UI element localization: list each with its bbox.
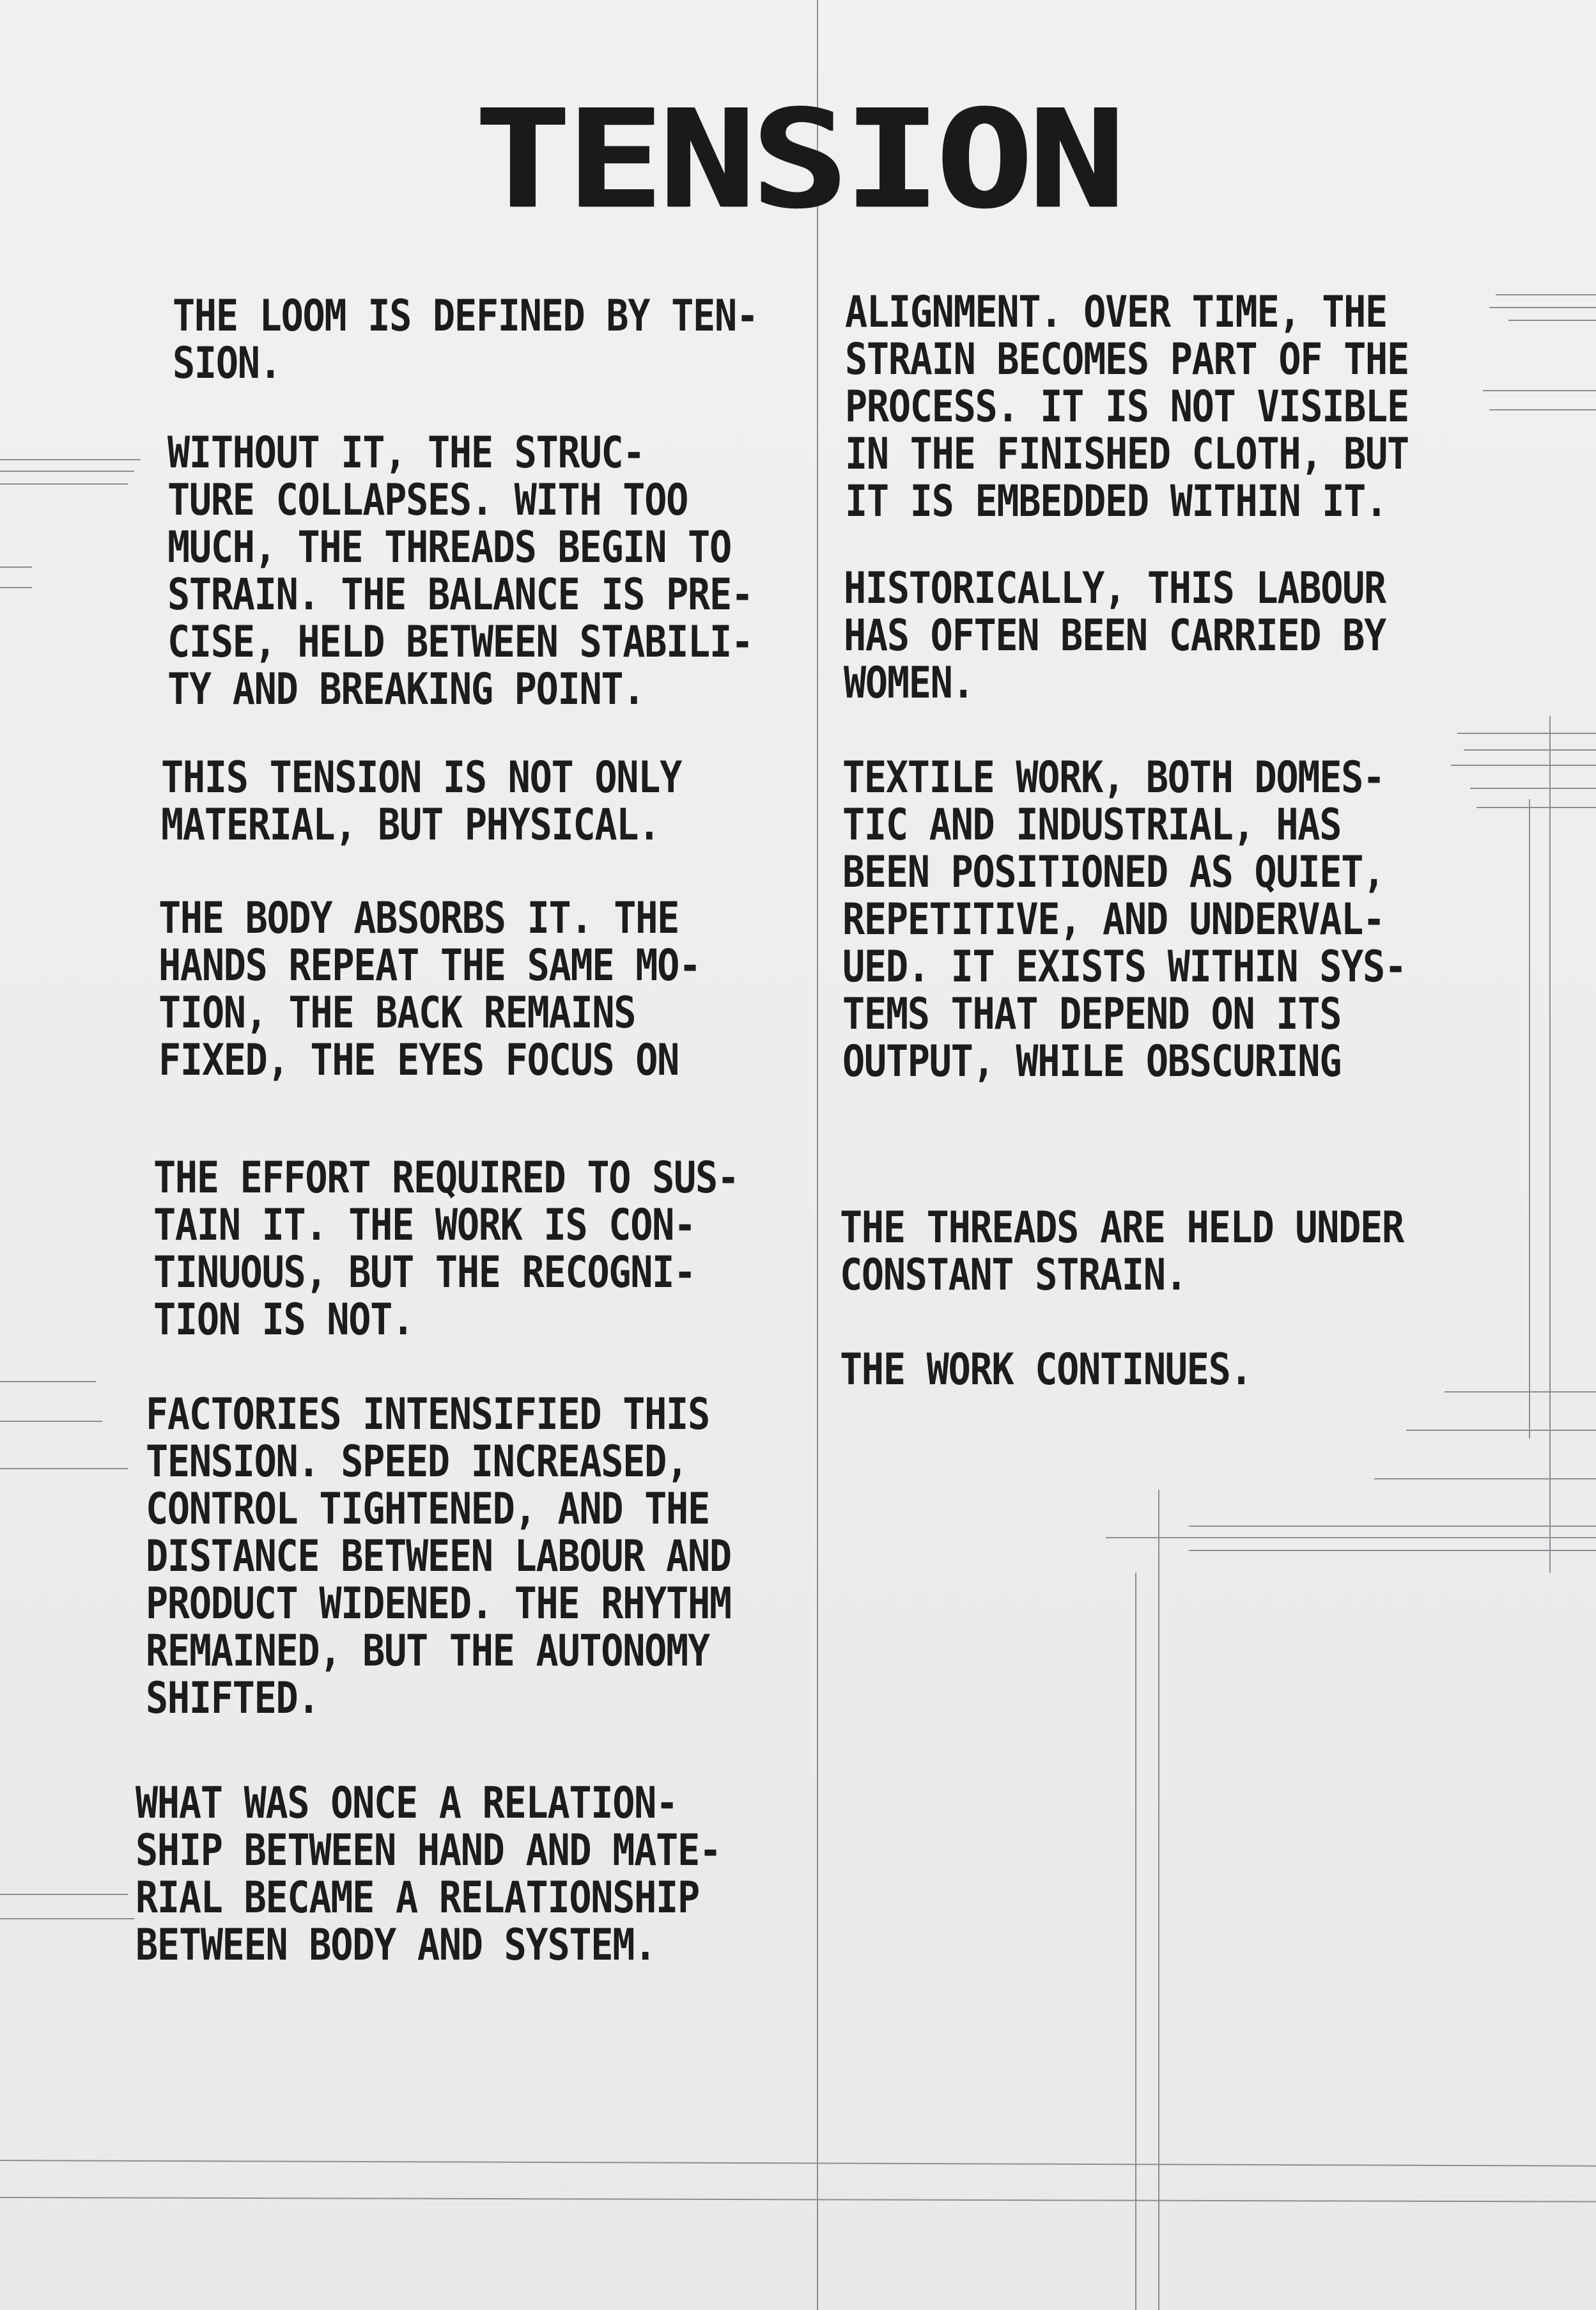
left-paragraph-7: WHAT WAS ONCE A RELATION- SHIP BETWEEN HAND AND MATE- RIAL BECAME A RELATIONSHIP BETWEEN BODY AND SYSTEM. [136, 1778, 721, 1971]
guide-line [1508, 320, 1596, 321]
guide-line [0, 2197, 1596, 2203]
guide-line [1496, 294, 1596, 295]
guide-line [0, 1894, 128, 1895]
guide-line [1457, 733, 1596, 734]
guide-line [1445, 1391, 1596, 1393]
guide-line [1189, 1526, 1596, 1527]
guide-line [0, 1381, 96, 1382]
guide-line [1529, 799, 1530, 1439]
right-paragraph-1: ALIGNMENT. OVER TIME, THE STRAIN BECOMES PART OF THE PROCESS. IT IS NOT VISIBLE IN THE FINISHED CLOTH, BUT IT IS EMBEDDED WITHIN IT. [845, 287, 1409, 527]
guide-line [1106, 1537, 1596, 1538]
left-paragraph-1: THE LOOM IS DEFINED BY TEN- SION. [173, 291, 758, 389]
guide-line [1406, 1430, 1596, 1431]
left-paragraph-3: THIS TENSION IS NOT ONLY MATERIAL, BUT PHYSICAL. [161, 753, 682, 850]
guide-line [0, 587, 32, 588]
guide-line [0, 2160, 1596, 2167]
guide-line [0, 483, 128, 485]
left-paragraph-5: THE EFFORT REQUIRED TO SUS- TAIN IT. THE WORK IS CON- TINUOUS, BUT THE RECOGNI- TION IS NOT. [153, 1153, 739, 1345]
guide-line [1464, 749, 1596, 751]
left-paragraph-4: THE BODY ABSORBS IT. THE HANDS REPEAT THE SAME MO- TION, THE BACK REMAINS FIXED, THE EYES FOCUS ON [159, 893, 701, 1086]
guide-line [1476, 807, 1596, 808]
guide-line [1374, 1478, 1596, 1479]
guide-line [1483, 390, 1596, 391]
guide-line [1451, 765, 1596, 766]
guide-line [0, 459, 141, 460]
guide-line [1489, 307, 1596, 308]
right-paragraph-4: THE THREADS ARE HELD UNDER CONSTANT STRAIN. [840, 1203, 1404, 1300]
guide-line [1189, 1550, 1596, 1551]
guide-line [0, 471, 134, 472]
left-paragraph-6: FACTORIES INTENSIFIED THIS TENSION. SPEED INCREASED, CONTROL TIGHTENED, AND THE DISTANCE BETWEEN LABOUR AND PRODUCT WIDENED. THE RHYTHM REMAINED, BUT THE AUTONOMY SHIFTED. [146, 1389, 731, 1724]
guide-line [0, 1468, 128, 1469]
left-paragraph-2: WITHOUT IT, THE STRUC- TURE COLLAPSES. WITH TOO MUCH, THE THREADS BEGIN TO STRAIN. THE BALANCE IS PRE- CISE, HELD BETWEEN STABILI- TY AND BREAKING POINT. [167, 428, 753, 715]
guide-line [0, 1421, 102, 1422]
page-title: TENSION [474, 80, 1122, 239]
guide-line [0, 566, 32, 568]
center-divider-line [817, 0, 818, 2310]
guide-line [0, 1918, 134, 1919]
right-paragraph-2: HISTORICALLY, THIS LABOUR HAS OFTEN BEEN CARRIED BY WOMEN. [844, 563, 1386, 708]
guide-line [1470, 788, 1596, 789]
guide-line [1158, 1490, 1159, 2310]
guide-line [1549, 716, 1551, 1573]
right-paragraph-5: THE WORK CONTINUES. [840, 1345, 1252, 1395]
right-paragraph-3: TEXTILE WORK, BOTH DOMES- TIC AND INDUSTRIAL, HAS BEEN POSITIONED AS QUIET, REPETITIVE, AND UNDERVAL- UED. IT EXISTS WITHIN SYS- TEMS THAT DEPEND ON ITS OUTPUT, WHILE OBSCURING [842, 753, 1406, 1087]
guide-line [1489, 409, 1596, 410]
